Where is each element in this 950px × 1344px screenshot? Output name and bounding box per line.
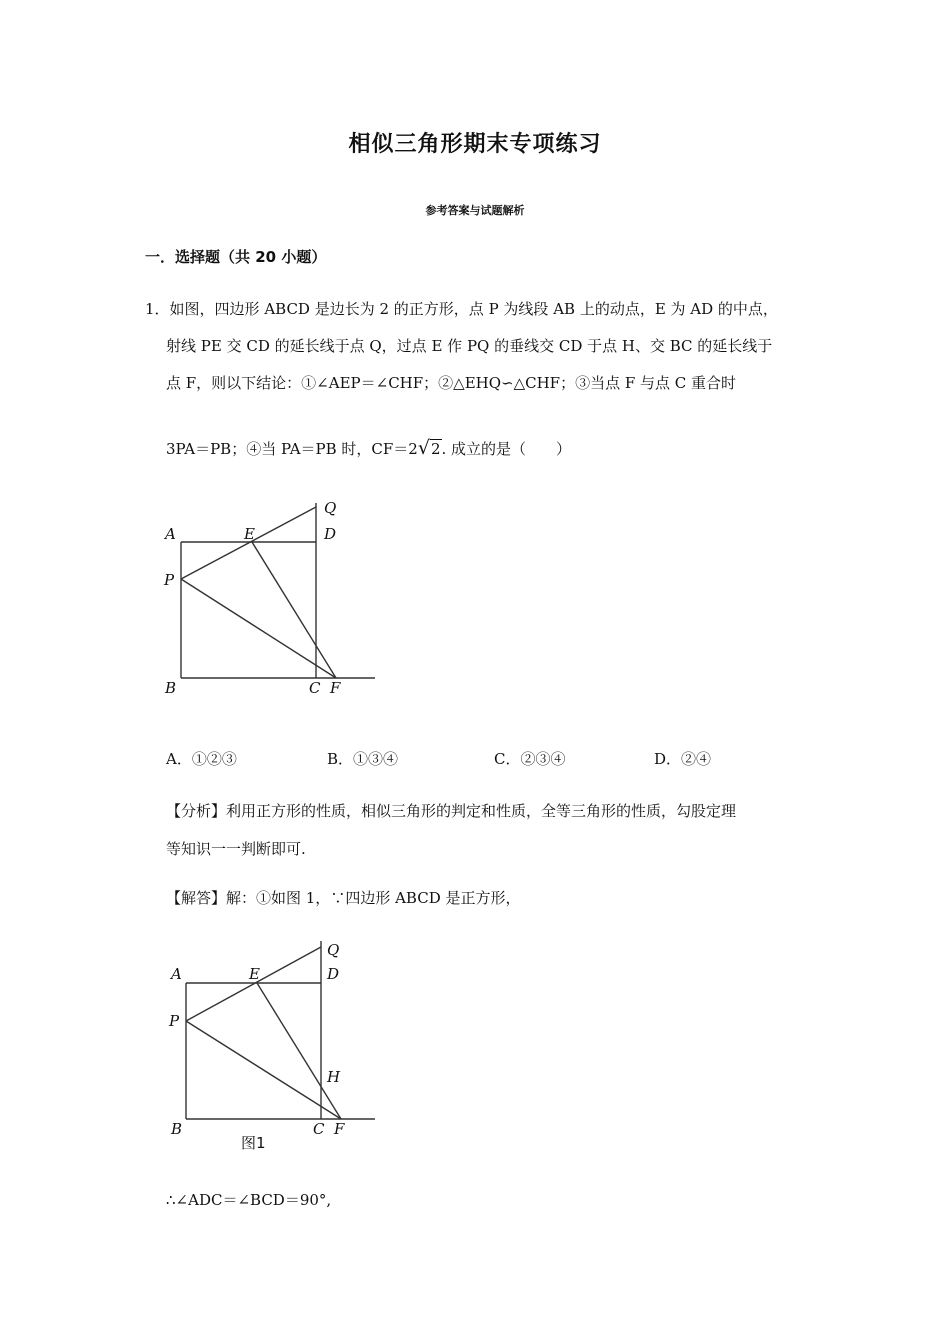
line-pq — [186, 947, 321, 1021]
label-f: F — [330, 679, 341, 697]
label-h: H — [327, 1068, 341, 1086]
label-c: C — [309, 679, 321, 697]
line-ef — [252, 542, 336, 678]
question-number: 1． — [145, 300, 170, 318]
label-q: Q — [324, 499, 337, 517]
label-e: E — [244, 525, 255, 543]
question-line-3: 点 F，则以下结论：①∠AEP＝∠CHF；②△EHQ∽△CHF；③当点 F 与点 C 重合时 — [166, 374, 737, 392]
geometry-figure-solution — [165, 935, 390, 1160]
question-line-2: 射线 PE 交 CD 的延长线于点 Q，过点 E 作 PQ 的垂线交 CD 于点 H、交 BC 的延长线于 — [166, 337, 773, 355]
line-pq — [181, 507, 316, 579]
option-d[interactable]: D．②④ — [654, 750, 712, 768]
label-a: A — [171, 965, 182, 983]
label-f: F — [334, 1120, 345, 1138]
option-b[interactable]: B．①③④ — [327, 750, 399, 768]
label-e: E — [249, 965, 260, 983]
label-p: P — [164, 571, 175, 589]
option-a[interactable]: A．①②③ — [166, 750, 237, 768]
line-pf — [181, 579, 336, 678]
solution-line-2: ∴∠ADC＝∠BCD＝90°, — [166, 1191, 332, 1209]
question-line-1: 1．如图，四边形 ABCD 是边长为 2 的正方形，点 P 为线段 AB 上的动点，E 为 AD 的中点， — [145, 300, 778, 318]
geometry-figure-question — [160, 495, 385, 705]
label-b: B — [165, 679, 177, 697]
label-d: D — [327, 965, 340, 983]
solution-line-1: 【解答】解：①如图 1，∵四边形 ABCD 是正方形， — [166, 889, 521, 907]
label-c: C — [313, 1120, 325, 1138]
line-ef — [257, 983, 341, 1119]
label-p: P — [169, 1012, 180, 1030]
page-subtitle: 参考答案与试题解析 — [425, 204, 525, 217]
analysis-line-1: 【分析】利用正方形的性质，相似三角形的判定和性质，全等三角形的性质，勾股定理 — [166, 802, 737, 820]
figure-caption: 图1 — [241, 1134, 266, 1152]
section-heading: 一．选择题（共 20 小题） — [145, 248, 327, 266]
label-b: B — [171, 1120, 183, 1138]
analysis-line-2: 等知识一一判断即可. — [166, 840, 306, 858]
label-q: Q — [327, 941, 340, 959]
option-c[interactable]: C．②③④ — [494, 750, 566, 768]
label-a: A — [165, 525, 176, 543]
question-line-4: 3PA＝PB；④当 PA＝PB 时，CF＝2√2. 成立的是（ ） — [166, 437, 572, 459]
page-title: 相似三角形期末专项练习 — [348, 132, 602, 157]
line-pf — [186, 1021, 341, 1119]
label-d: D — [324, 525, 337, 543]
sqrt-expression: √2 — [417, 437, 441, 459]
